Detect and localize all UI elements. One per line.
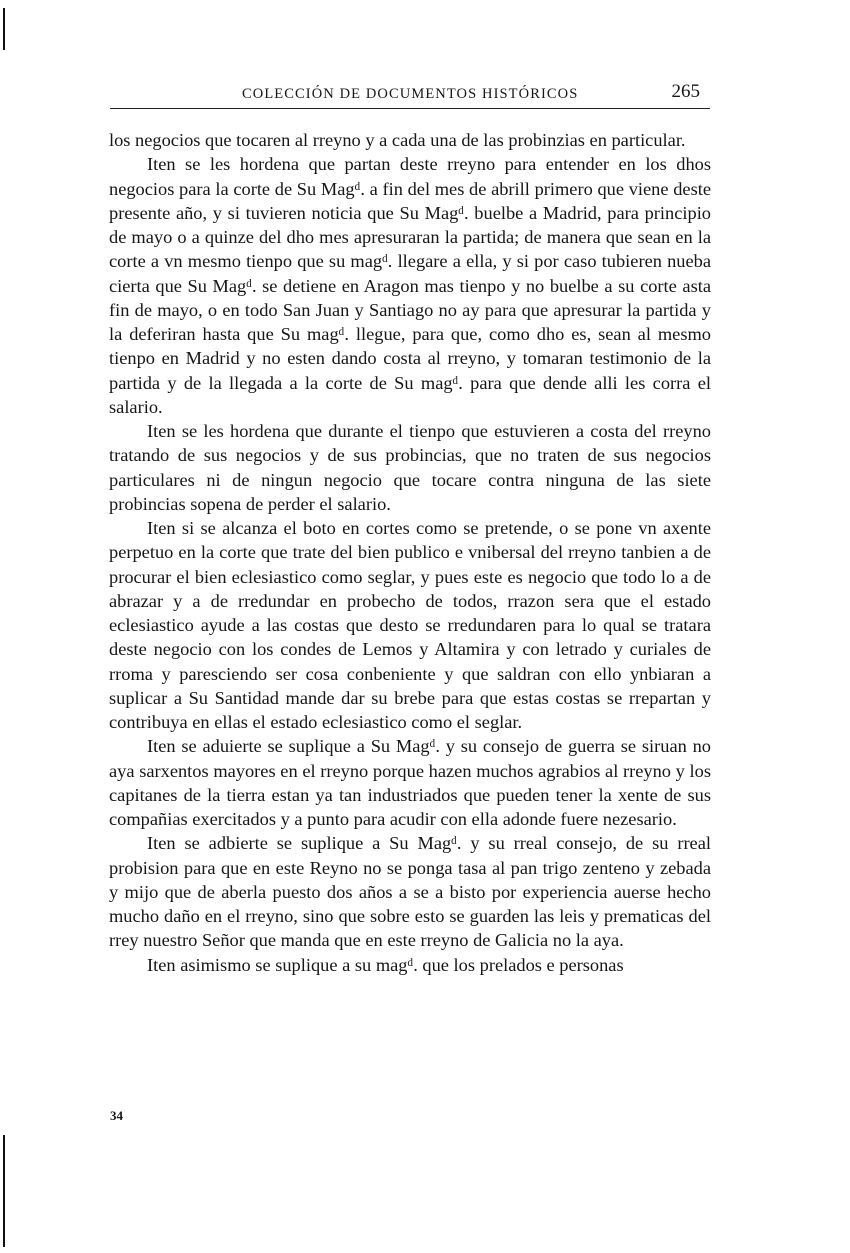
paragraph: Iten se adbierte se suplique a Su Magᵈ. y su rreal consejo, de su rreal probision para que en este Reyno no se ponga tasa al pan trigo zenteno y zebada y mijo que de aberla puesto dos años a se a bisto por experiencia auerse hecho mucho daño en el rreyno, sino que sobre esto se guarden las leis y prematicas del rrey nuestro Señor que manda que en este rreyno de Galicia no la aya. [109,833,711,951]
page-header [110,80,710,109]
scan-edge-mark [3,1135,5,1247]
paragraph: los negocios que tocaren al rreyno y a cada una de las probinzias en particular. [109,130,686,150]
paragraph: Iten se aduierte se suplique a Su Magᵈ. y su consejo de guerra se siruan no aya sarxentos mayores en el rreyno porque hazen muchos agrabios al rreyno y los capitanes de la tierra estan ya tan industriados que pueden tener la xente de sus compañias exercitados y a punto para acudir con ella adonde fuere nezesario. [109,736,711,829]
running-title: COLECCIÓN DE DOCUMENTOS HISTÓRICOS [242,86,579,102]
page-number: 265 [671,81,700,102]
paragraph: Iten se les hordena que partan deste rreyno para entender en los dhos negocios para la corte de Su Magᵈ. a fin del mes de abrill primero que viene deste presente año, y si tuvieren noticia que Su Magᵈ. buelbe a Madrid, para principio de mayo o a quinze del dho mes apresuraran la partida; de manera que sean en la corte a vn mesmo tienpo que su magᵈ. llegare a ella, y si por caso tubieren nueba cierta que Su Magᵈ. se detiene en Aragon mas tienpo y no buelbe a su corte asta fin de mayo, o en todo San Juan y Santiago no ay para que apresurar la partida y la deferiran hasta que Su magᵈ. llegue, para que, como dho es, sean al mesmo tienpo en Madrid y no esten dando costa al rreyno, y tomaran testimonio de la partida y de la llegada a la corte de Su magᵈ. para que dende alli les corra el salario. [109,154,711,417]
paragraph: Iten se les hordena que durante el tienpo que estuvieren a costa del rreyno tratando de sus negocios y de sus probincias, que no traten de sus negocios particulares ni de ningun negocio que tocare contra ninguna de las siete probincias sopena de perder el salario. [109,421,711,514]
paragraph: Iten si se alcanza el boto en cortes como se pretende, o se pone vn axente perpetuo en la corte que trate del bien publico e vnibersal del rreyno tanbien a de procurar el bien eclesiastico como seglar, y pues este es negocio que todo lo a de abrazar y a de rredundar en probecho de todos, rrazon sera que el estado eclesiastico ayude a las costas que desto se rredundaren para lo qual se tratara deste negocio con los condes de Lemos y Altamira y con letrado y curiales de rroma y paresciendo ser cosa conbeniente y que saldran con ello ynbiaran a suplicar a Su Santidad mande dar su brebe para que estas costas se rrepartan y contribuya en ellas el estado eclesiastico como el seglar. [109,518,711,732]
body-text [109,128,711,977]
printer-signature-mark: 34 [110,1108,123,1123]
paragraph: Iten asimismo se suplique a su magᵈ. que los prelados e personas [147,954,624,975]
scan-edge-mark [3,8,5,50]
